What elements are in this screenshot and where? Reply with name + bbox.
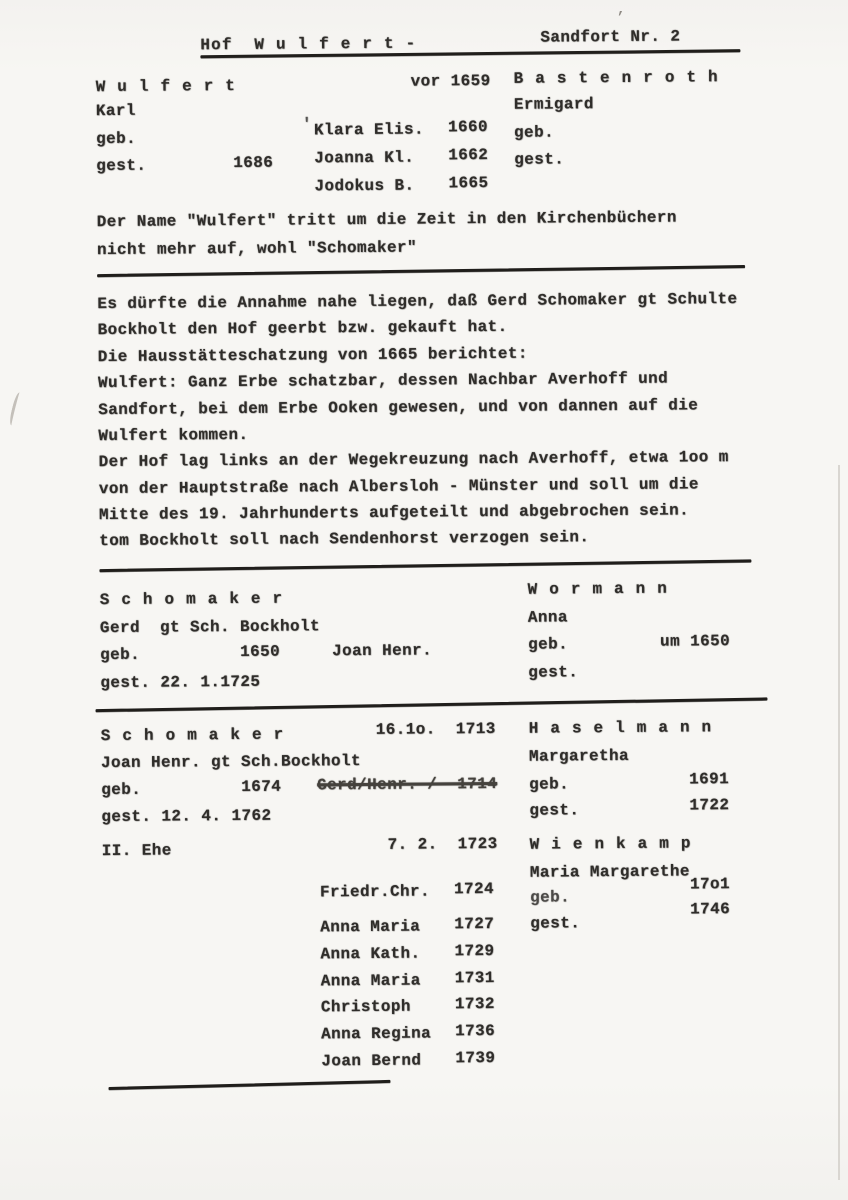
child-name: Joan Bernd — [321, 1051, 422, 1071]
child-year: 1729 — [454, 941, 495, 961]
wife-surname: W i e n k a m p — [529, 834, 692, 854]
child-year: 1660 — [447, 118, 489, 137]
history-line: Der Hof lag links an der Wegekreuzung nach Averhoff, etwa 1oo m — [98, 448, 729, 472]
child-year: 1736 — [455, 1021, 496, 1041]
wife-surname: B a s t e n r o t h — [513, 68, 719, 88]
wife-given-name: Maria Margarethe — [529, 862, 690, 882]
footer-rule — [108, 1080, 390, 1090]
child-year: 1732 — [454, 994, 495, 1014]
wife-surname: W o r m a n n — [527, 579, 669, 599]
marriage-date: 16.1o. 1713 — [375, 719, 496, 739]
husband-birth-year: 1650 — [240, 642, 281, 661]
child-year: 1665 — [448, 174, 489, 193]
child-name: Anna Maria — [320, 917, 421, 937]
struck-entry: Gerd/Henr. / 1714 — [317, 774, 498, 795]
geb-label: geb. — [95, 129, 137, 149]
history-line: Sandfort, bei dem Erbe Ooken gewesen, und von dannen auf die — [98, 396, 699, 420]
scan-speck: , — [617, 2, 626, 18]
history-line: Die Hausstätteschatzung von 1665 berichtet: — [97, 344, 528, 367]
gest-label: gest. — [514, 150, 565, 169]
geb-label: geb. — [513, 123, 555, 142]
child-year: 1731 — [454, 968, 495, 988]
gest-line: gest. 22. 1.1725 — [100, 672, 261, 693]
history-line: Bockholt den Hof geerbt bzw. gekauft hat. — [97, 317, 508, 340]
son-note: Joan Henr. — [332, 641, 433, 661]
child-year: 1739 — [455, 1048, 496, 1068]
wife-death-year: 1722 — [689, 796, 730, 815]
husband-given-name: Karl — [95, 101, 136, 121]
gest-line: gest. 12. 4. 1762 — [101, 806, 272, 827]
husband-surname: W u l f e r t — [95, 76, 237, 97]
child-name: Anna Regina — [321, 1024, 432, 1044]
wife-birth: um 1650 — [659, 632, 731, 651]
section-rule — [96, 697, 768, 712]
child-year: 1727 — [454, 914, 495, 934]
history-line: von der Hauptstraße nach Albersloh - Münster und soll um die — [98, 475, 699, 499]
second-marriage-label: II. Ehe — [101, 841, 172, 861]
husband-surname: S c h o m a k e r — [99, 589, 284, 610]
gest-label: gest. — [530, 914, 581, 933]
child-name: Anna Kath. — [320, 944, 421, 964]
husband-name-line: Joan Henr. gt Sch.Bockholt — [100, 752, 362, 773]
child-year: 1724 — [453, 879, 495, 899]
husband-birth-year: 1674 — [241, 777, 282, 796]
history-line: Mitte des 19. Jahrhunderts aufgeteilt und abgebrochen sein. — [98, 501, 690, 525]
wife-birth-year: 17o1 — [689, 875, 731, 894]
wife-surname: H a s e l m a n n — [528, 718, 713, 738]
geb-label: geb. — [100, 645, 141, 665]
geb-label: geb. — [101, 780, 142, 800]
gest-label: gest. — [529, 801, 580, 820]
child-name: Klara Elis. — [313, 120, 425, 140]
geb-label: geb. — [527, 635, 569, 654]
section-rule — [97, 265, 745, 277]
marriage-date: 7. 2. 1723 — [387, 834, 498, 854]
section-rule — [99, 559, 751, 572]
history-line: Es dürfte die Annahme nahe liegen, daß Gerd Schomaker gt Schulte — [97, 290, 738, 314]
geb-label: geb. — [529, 888, 571, 907]
wife-given-name: Anna — [527, 608, 568, 627]
history-line: Wulfert kommen. — [98, 425, 249, 446]
child-name: Joanna Kl. — [314, 148, 415, 168]
stray-apostrophe: ' — [301, 115, 313, 134]
child-name: Jodokus B. — [314, 176, 415, 196]
marriage-date: vor 1659 — [410, 71, 491, 91]
wife-given-name: Ermigard — [513, 95, 594, 114]
wife-birth-year: 1691 — [689, 770, 730, 789]
page-title: Hof W u l f e r t - — [200, 34, 417, 55]
history-line: tom Bockholt soll nach Sendenhorst verzogen sein. — [99, 528, 590, 551]
history-line: Wulfert: Ganz Erbe schatzbar, dessen Nachbar Averhoff und — [97, 369, 669, 393]
wife-death-year: 1746 — [690, 900, 731, 919]
note-line: nicht mehr auf, wohl "Schomaker" — [96, 238, 418, 260]
note-line: Der Name "Wulfert" tritt um die Zeit in den Kirchenbüchern — [96, 208, 677, 232]
geb-label: geb. — [529, 775, 570, 794]
husband-death-year: 1686 — [233, 153, 274, 173]
child-name: Christoph — [320, 997, 411, 1017]
husband-name-line: Gerd gt Sch. Bockholt — [99, 617, 321, 638]
child-name: Friedr.Chr. — [319, 882, 431, 902]
child-name: Anna Maria — [320, 971, 421, 991]
gest-label: gest. — [96, 156, 147, 176]
gest-label: gest. — [528, 663, 579, 682]
husband-surname: S c h o m a k e r — [100, 725, 285, 746]
page-subtitle: Sandfort Nr. 2 — [540, 27, 681, 47]
wife-given-name: Margaretha — [528, 746, 630, 766]
child-year: 1662 — [448, 146, 489, 165]
